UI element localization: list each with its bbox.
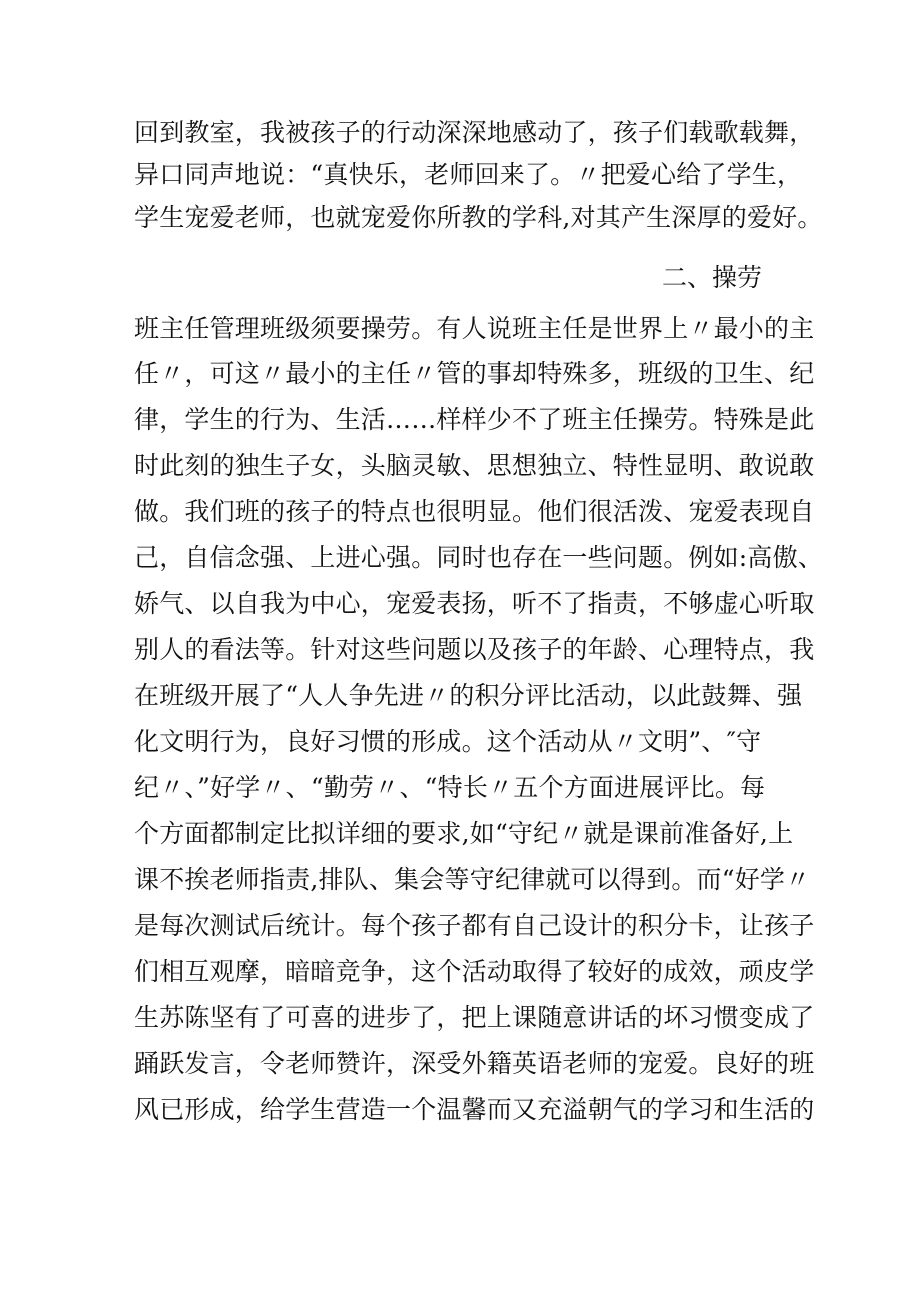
text-line: 生苏陈坚有了可喜的进步了，把上课随意讲话的坏习惯变成了 — [134, 1003, 815, 1032]
text-line: 个方面都制定比拟详细的要求,如“守纪〃就是课前准备好,上 — [134, 819, 794, 848]
text-line: 时此刻的独生子女，头脑灵敏、思想独立、特性显明、敢说敢 — [134, 451, 815, 480]
text-line: 学生宠爱老师，也就宠爱你所教的学科,对其产生深厚的爱好。 — [134, 203, 823, 232]
section-heading: 二、操劳 — [662, 263, 763, 292]
text-line: 律，学生的行为、生活……样样少不了班主任操劳。特殊是此 — [134, 405, 815, 434]
text-line: 做。我们班的孩子的特点也很明显。他们很活泼、宠爱表现自 — [134, 497, 815, 526]
text-line: 在班级开展了“人人争先进〃的积分评比活动，以此鼓舞、强 — [134, 681, 803, 710]
text-line: 异口同声地说：“真快乐，老师回来了。〃把爱心给了学生， — [134, 160, 803, 189]
text-line: 任〃，可这〃最小的主任〃管的事却特殊多，班级的卫生、纪 — [134, 359, 815, 388]
text-line: 己，自信念强、上进心强。同时也存在一些问题。例如:高傲、 — [134, 543, 824, 572]
text-line: 踊跃发言，令老师赞许，深受外籍英语老师的宠爱。良好的班 — [134, 1049, 815, 1078]
text-line: 化文明行为，良好习惯的形成。这个活动从〃文明”、″守 — [134, 727, 762, 756]
text-line: 风已形成，给学生营造一个温馨而又充溢朝气的学习和生活的 — [134, 1095, 815, 1124]
text-line: 纪〃、”好学〃、“勤劳〃、“特长〃五个方面进展评比。每 — [134, 773, 766, 802]
text-line: 课不挨老师指责,排队、集会等守纪律就可以得到。而“好学〃 — [134, 865, 811, 894]
text-line: 班主任管理班级须要操劳。有人说班主任是世界上〃最小的主 — [134, 314, 815, 343]
text-line: 们相互观摩，暗暗竞争，这个活动取得了较好的成效，顽皮学 — [134, 957, 815, 986]
text-line: 娇气、以自我为中心，宠爱表扬，听不了指责，不够虚心听取 — [134, 589, 815, 618]
text-line: 回到教室，我被孩子的行动深深地感动了，孩子们载歌载舞， — [134, 118, 815, 147]
text-line: 别人的看法等。针对这些问题以及孩子的年龄、心理特点，我 — [134, 635, 815, 664]
text-line: 是每次测试后统计。每个孩子都有自己设计的积分卡，让孩子 — [134, 911, 815, 940]
